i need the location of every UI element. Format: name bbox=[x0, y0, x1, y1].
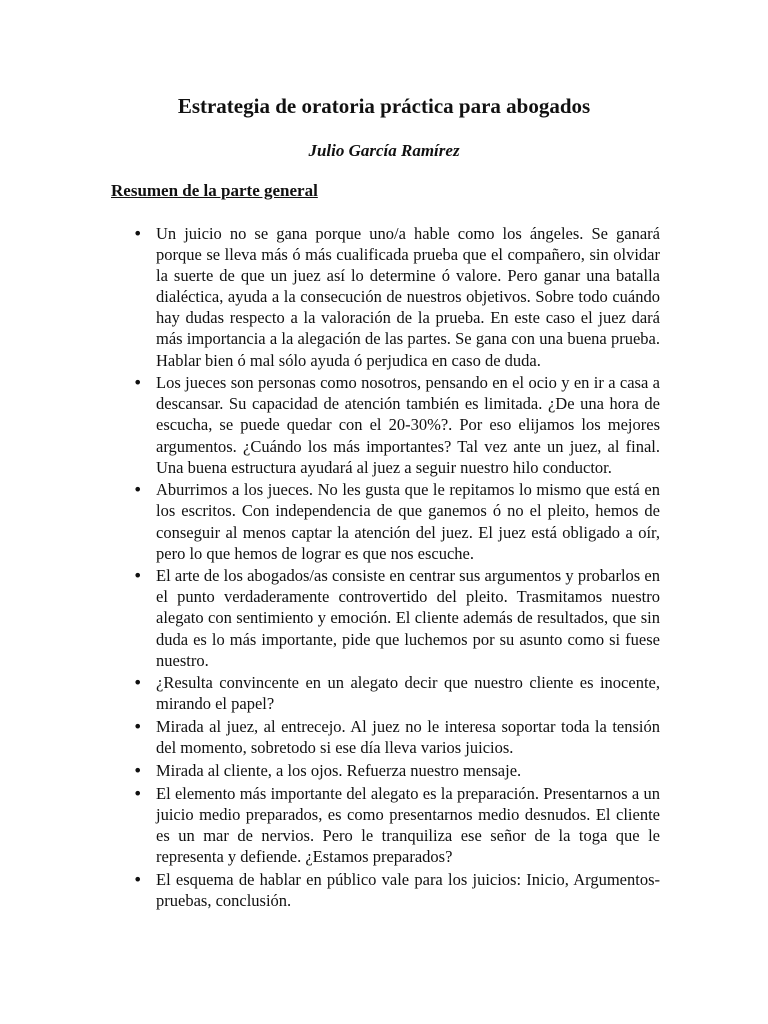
bullet-item: • Mirada al cliente, a los ojos. Refuerza nuestro mensaje. bbox=[156, 760, 660, 781]
bullet-item: • ¿Resulta convincente en un alegato decir que nuestro cliente es inocente, mirando el papel? bbox=[156, 672, 660, 714]
bullet-item: • El esquema de hablar en público vale para los juicios: Inicio, Argumentos-pruebas, conclusión. bbox=[156, 869, 660, 911]
bullet-item: • El arte de los abogados/as consiste en centrar sus argumentos y probarlos en el punto verdaderamente controvertido del pleito. Trasmitamos nuestro alegato con sentimiento y emoción. El cliente además de resultados, que sin duda es lo más importante, pide que luchemos por su asunto como si fuese nuestro. bbox=[156, 565, 660, 670]
bullet-item: • Los jueces son personas como nosotros, pensando en el ocio y en ir a casa a descansar. Su capacidad de atención también es limitada. ¿De una hora de escucha, se puede quedar con el 20-30%?. Por eso elijamos los mejores argumentos. ¿Cuándo los más importantes? Tal vez ante un juez, al final. Una buena estructura ayudará al juez a seguir nuestro hilo conductor. bbox=[156, 372, 660, 477]
bullet-item: • Mirada al juez, al entrecejo. Al juez no le interesa soportar toda la tensión del momento, sobretodo si ese día lleva varios juicios. bbox=[156, 716, 660, 758]
document-author: Julio García Ramírez bbox=[308, 141, 460, 160]
section-heading: Resumen de la parte general bbox=[111, 181, 318, 200]
bullet-item: • Un juicio no se gana porque uno/a hable como los ángeles. Se ganará porque se lleva más ó más cualificada prueba que el compañero, sin olvidar la suerte de que un juez así lo determine ó valore. Pero ganar una batalla dialéctica, ayuda a la consecución de nuestros objetivos. Sobre todo cuándo hay dudas respecto a la valoración de la prueba. En este caso el juez dará más importancia a la alegación de las partes. Se gana con una buena prueba. Hablar bien ó mal sólo ayuda ó perjudica en caso de duda. bbox=[156, 223, 660, 371]
bullet-item: • Aburrimos a los jueces. No les gusta que le repitamos lo mismo que está en los escritos. Con independencia de que ganemos ó no el pleito, hemos de conseguir al menos captar la atención del juez. El juez está obligado a oír, pero lo que hemos de lograr es que nos escuche. bbox=[156, 479, 660, 563]
document-title: Estrategia de oratoria práctica para abogados bbox=[177, 94, 591, 118]
bullet-item: • El elemento más importante del alegato es la preparación. Presentarnos a un juicio medio preparados, es como presentarnos medio desnudos. El cliente es un mar de nervios. Pero le tranquiliza ese señor de la toga que le representa y defiende. ¿Estamos preparados? bbox=[156, 783, 660, 867]
bullet-list bbox=[156, 223, 660, 912]
